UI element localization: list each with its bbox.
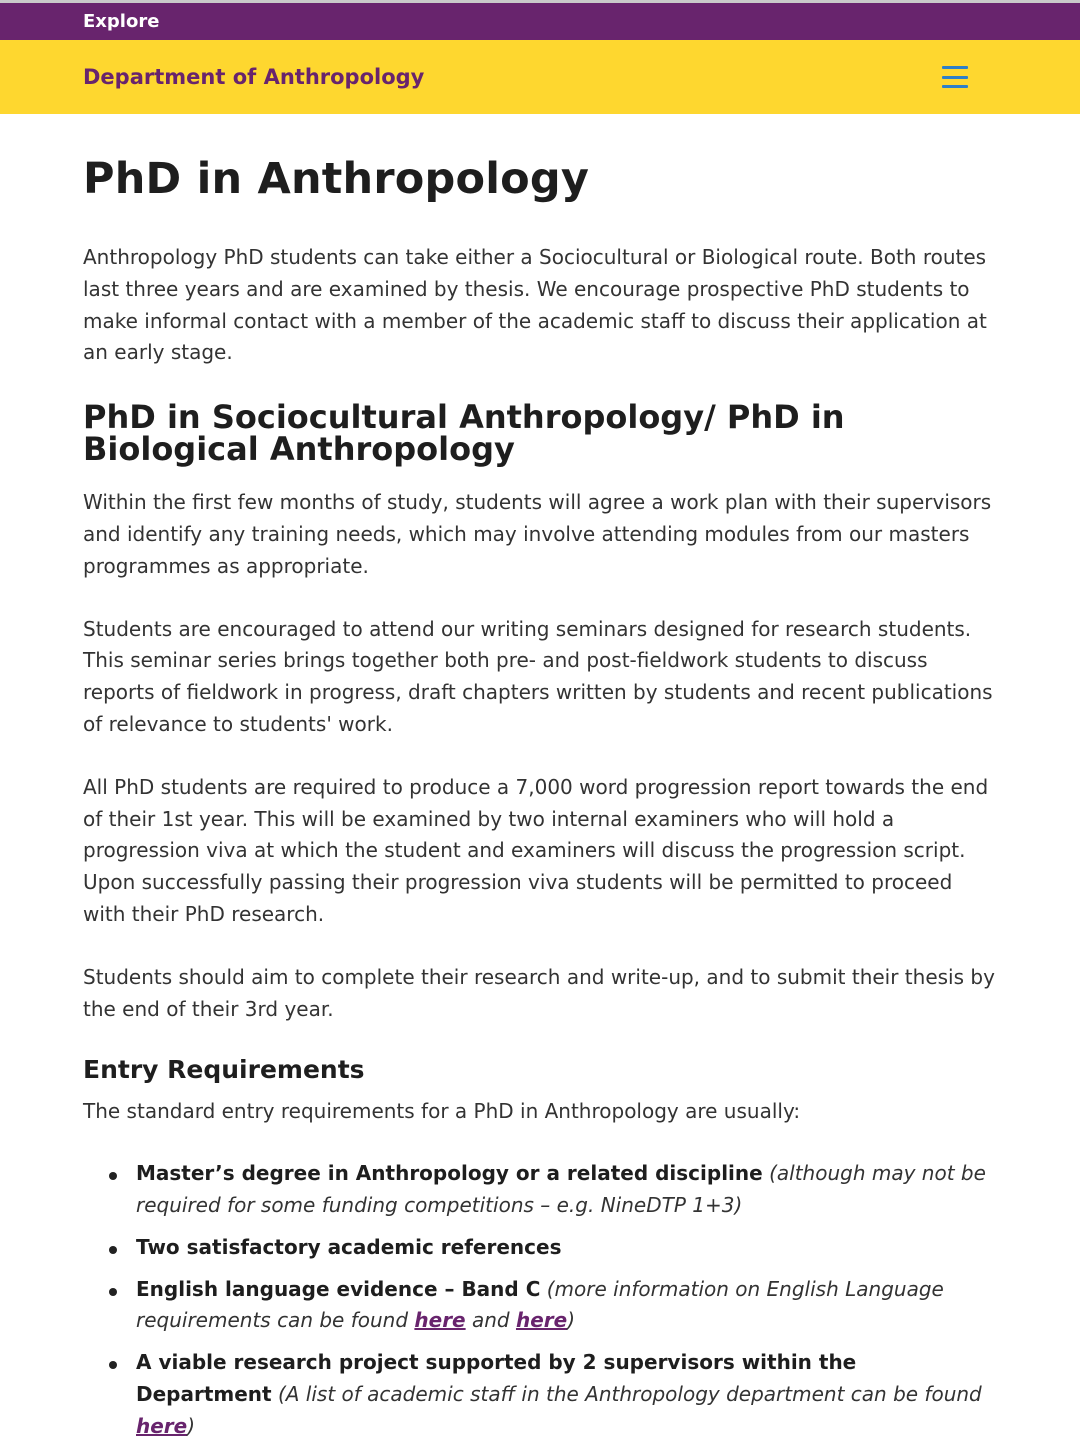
entry-requirements-heading: Entry Requirements bbox=[83, 1055, 365, 1085]
requirement-title: Master’s degree in Anthropology or a related discipline bbox=[136, 1161, 763, 1186]
note-text: ) bbox=[567, 1308, 576, 1333]
note-text: (more information on English Language requirements can be found bbox=[136, 1276, 944, 1333]
explore-link[interactable]: Explore bbox=[83, 11, 160, 32]
paragraph-progression-report: All PhD students are required to produce a 7,000 word progression report towards the end of their 1st year. This will be examined by two internal examiners who will hold a progression viva at which the student and examiners will discuss the progression script. Upon successfully passing their progression viva students will be permitted to proceed with their PhD research. bbox=[83, 774, 989, 926]
department-header bbox=[0, 40, 1080, 114]
list-item bbox=[83, 1347, 997, 1440]
requirement-title: A viable research project supported by 2 supervisors within the Department bbox=[136, 1350, 857, 1406]
section-heading: PhD in Sociocultural Anthropology/ PhD in Biological Anthropology bbox=[83, 398, 845, 469]
note-text: and bbox=[465, 1308, 516, 1333]
intro-paragraph: Anthropology PhD students can take either a Sociocultural or Biological route. Both routes last three years and are examined by thesis. We encourage prospective PhD students to make informal contact with a member of the academic staff to discuss their application at an early stage. bbox=[83, 245, 987, 365]
requirement-title: Two satisfactory academic references bbox=[136, 1234, 562, 1259]
main-content bbox=[0, 154, 1080, 1440]
department-link[interactable]: Department of Anthropology bbox=[83, 65, 425, 89]
top-bar bbox=[0, 0, 1080, 40]
entry-requirements-intro: The standard entry requirements for a PhD in Anthropology are usually: bbox=[83, 1099, 801, 1124]
list-item bbox=[83, 1158, 997, 1222]
list-item bbox=[83, 1232, 997, 1264]
hamburger-line bbox=[942, 85, 968, 88]
hamburger-line bbox=[942, 66, 968, 69]
note-text: ) bbox=[187, 1413, 196, 1438]
paragraph-writing-seminars: Students are encouraged to attend our writing seminars designed for research students. This seminar series brings together both pre- and post-fieldwork students to discuss reports of fieldwork in progress, draft chapters written by students and recent publications of relevance to students' work. bbox=[83, 616, 993, 736]
page-title: PhD in Anthropology bbox=[83, 154, 590, 204]
academic-staff-link[interactable]: here bbox=[136, 1413, 188, 1438]
english-requirements-link-2[interactable]: here bbox=[515, 1308, 568, 1333]
requirement-note: (although may not be required for some funding competitions – e.g. NineDTP 1+3) bbox=[136, 1161, 986, 1217]
list-item bbox=[83, 1274, 997, 1338]
english-requirements-link-1[interactable]: here bbox=[414, 1308, 466, 1333]
paragraph-thesis-submission: Students should aim to complete their research and write-up, and to submit their thesis by the end of their 3rd year. bbox=[83, 964, 995, 1021]
paragraph-work-plan: Within the first few months of study, students will agree a work plan with their supervisors and identify any training needs, which may involve attending modules from our masters programmes as appropriate. bbox=[83, 490, 992, 578]
requirement-title: English language evidence – Band C bbox=[136, 1276, 541, 1301]
hamburger-menu-icon[interactable] bbox=[942, 66, 968, 88]
note-text: (A list of academic staff in the Anthropology department can be found bbox=[277, 1381, 982, 1406]
hamburger-line bbox=[942, 76, 968, 79]
requirements-list bbox=[83, 1158, 997, 1440]
